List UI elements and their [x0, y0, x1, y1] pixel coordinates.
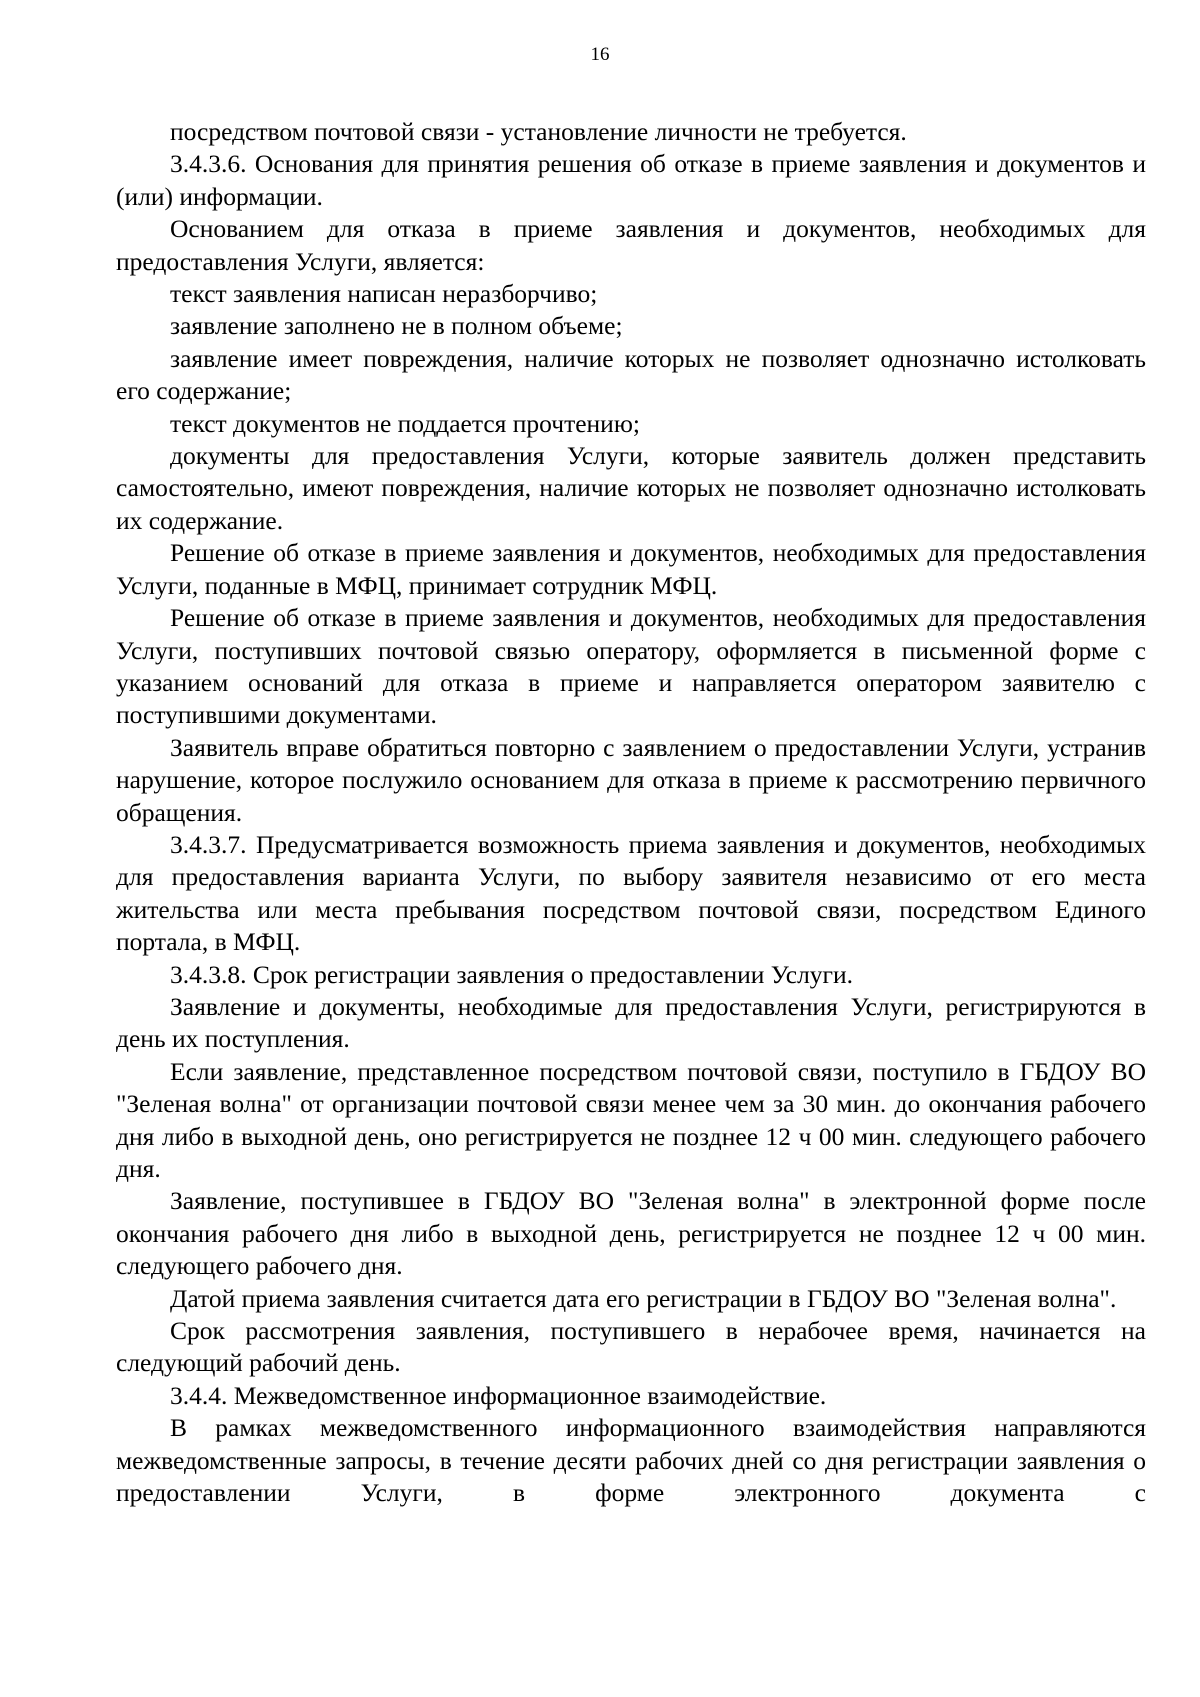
document-body	[116, 116, 1146, 1509]
paragraph: 3.4.4. Межведомственное информационное взаимодействие.	[170, 1380, 827, 1410]
list-item: текст документов не поддается прочтению;	[170, 408, 640, 438]
paragraph: Основанием для отказа в приеме заявления и документов, необходимых для предоставления Услуги, является:	[116, 214, 1146, 276]
list-item: заявление заполнено не в полном объеме;	[170, 311, 623, 341]
paragraph: 3.4.3.8. Срок регистрации заявления о предоставлении Услуги.	[170, 959, 854, 989]
paragraph: Решение об отказе в приеме заявления и документов, необходимых для предоставления Услуги, поданные в МФЦ, принимает сотрудник МФЦ.	[116, 538, 1146, 600]
paragraph: В рамках межведомственного информационного взаимодействия направляются межведомственные запросы, в течение десяти рабочих дней со дня регистрации заявления о предоставлении Услуги, в форме электронного документа с	[116, 1413, 1146, 1508]
paragraph: Решение об отказе в приеме заявления и документов, необходимых для предоставления Услуги, поступивших почтовой связью оператору, оформляется в письменной форме с указанием оснований для отказа в приеме и направляется оператором заявителю с поступившими документами.	[116, 603, 1146, 730]
list-item: документы для предоставления Услуги, которые заявитель должен представить самостоятельно, имеют повреждения, наличие которых не позволяет однозначно истолковать их содержание.	[116, 441, 1146, 535]
paragraph: Заявитель вправе обратиться повторно с заявлением о предоставлении Услуги, устранив нарушение, которое послужило основанием для отказа в приеме к рассмотрению первичного обращения.	[116, 732, 1146, 827]
paragraph: посредством почтовой связи - установление личности не требуется.	[170, 117, 907, 146]
list-item: заявление имеет повреждения, наличие которых не позволяет однозначно истолковать его содержание;	[116, 343, 1146, 406]
paragraph: 3.4.3.7. Предусматривается возможность приема заявления и документов, необходимых для предоставления варианта Услуги, по выбору заявителя независимо от его места жительства или места пребывания посредством почтовой связи, посредством Единого портала, в МФЦ.	[116, 829, 1146, 957]
paragraph: Если заявление, представленное посредством почтовой связи, поступило в ГБДОУ ВО "Зеленая волна" от организации почтовой связи менее чем за 30 мин. до окончания рабочего дня либо в выходной день, оно регистрируется не позднее 12 ч 00 мин. следующего рабочего дня.	[116, 1056, 1146, 1183]
paragraph: 3.4.3.6. Основания для принятия решения об отказе в приеме заявления и документов и (или) информации.	[116, 149, 1146, 211]
paragraph: Датой приема заявления считается дата его регистрации в ГБДОУ ВО "Зеленая волна".	[170, 1283, 1117, 1313]
paragraph: Заявление, поступившее в ГБДОУ ВО "Зеленая волна" в электронной форме после окончания рабочего дня либо в выходной день, регистрируется не позднее 12 ч 00 мин. следующего рабочего дня.	[116, 1186, 1146, 1281]
paragraph: Заявление и документы, необходимые для предоставления Услуги, регистрируются в день их поступления.	[116, 991, 1146, 1054]
page-number: 16	[590, 44, 610, 65]
paragraph: Срок рассмотрения заявления, поступившего в нерабочее время, начинается на следующий рабочий день.	[116, 1316, 1146, 1378]
list-item: текст заявления написан неразборчиво;	[170, 279, 598, 309]
